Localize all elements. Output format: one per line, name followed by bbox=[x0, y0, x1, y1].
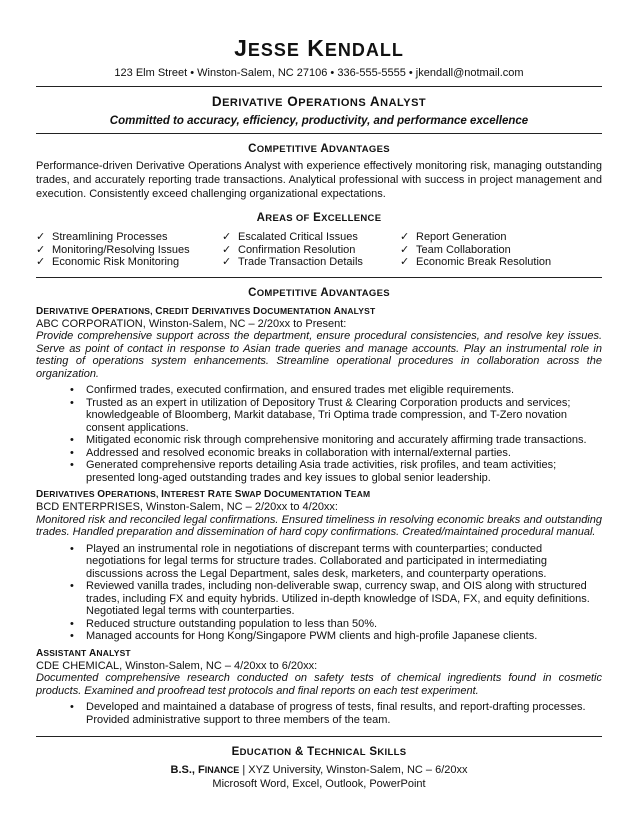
candidate-name: JESSE KENDALL bbox=[234, 35, 404, 61]
list-item: ✓ Escalated Critical Issues bbox=[222, 231, 358, 243]
list-item: • Mitigated economic risk through comprehensive monitoring and accurately affirming trade transactions. bbox=[70, 434, 587, 446]
list-item: • Managed accounts for Hong Kong/Singapore PWM clients and high-profile Japanese clients. bbox=[70, 630, 538, 642]
summary-paragraph: Performance-driven Derivative Operations Analyst with experience effectively monitoring risk, managing outstanding trades, and accurately reporting trade transactions. Analytical professional with success in project management and execution. Consistently exceed challenging organizational expectations. bbox=[36, 160, 602, 200]
company-line: CDE CHEMICAL, Winston-Salem, NC – 4/20xx to 6/20xx: bbox=[36, 659, 318, 672]
divider bbox=[36, 277, 602, 278]
list-item: ✓ Monitoring/Resolving Issues bbox=[36, 243, 190, 256]
divider bbox=[36, 86, 602, 87]
check-icon: ✓ bbox=[222, 256, 232, 268]
bullet-list bbox=[36, 701, 602, 726]
list-item: • Played an instrumental role in negotiations of discrepant terms with counterparties; conducted negotiations for legal terms for structure trades. Collaborated and participated in intermediating discussions across the Legal Department, sales desk, marketers, and counterparty operations. bbox=[70, 542, 548, 580]
list-item: ✓ Confirmation Resolution bbox=[222, 243, 356, 256]
list-item: • Developed and maintained a database of progress of tests, final results, and report-drafting processes. Provided administrative support to three members of the team. bbox=[70, 701, 586, 726]
check-icon: ✓ bbox=[36, 231, 46, 243]
section-heading-competitive-advantages: COMPETITIVE ADVANTAGES bbox=[248, 143, 390, 155]
tagline: Committed to accuracy, efficiency, productivity, and performance excellence bbox=[109, 115, 529, 127]
job-description: Documented comprehensive research conducted on safety tests of chemical ingredients found in cosmetic products. Examined and proofread test protocols and final reports on each test experiment. bbox=[36, 672, 602, 697]
list-item: ✓ Economic Risk Monitoring bbox=[36, 256, 180, 268]
check-icon: ✓ bbox=[36, 243, 46, 256]
company-line: BCD ENTERPRISES, Winston-Salem, NC – 2/20xx to 4/20xx: bbox=[36, 501, 338, 513]
check-icon: ✓ bbox=[36, 256, 46, 268]
job-description: Monitored risk and reconciled legal confirmations. Ensured timeliness in resolving economic breaks and outstanding trades. Handled preparation and dissemination of hard copy confirmations. Created/maintained procedural manual. bbox=[36, 513, 602, 538]
check-icon: ✓ bbox=[222, 231, 232, 243]
divider bbox=[36, 736, 602, 737]
job-heading: ASSISTANT ANALYST bbox=[36, 647, 131, 659]
excellence-grid bbox=[36, 231, 602, 269]
list-item: • Reduced structure outstanding population to less than 50%. bbox=[70, 617, 378, 630]
list-item: • Addressed and resolved economic breaks in collaboration with internal/external parties. bbox=[70, 446, 511, 459]
bullet-list bbox=[36, 384, 602, 484]
contact-line: 123 Elm Street • Winston-Salem, NC 27106 • 336-555-5555 • jkendall@notmail.com bbox=[114, 67, 524, 79]
list-item: ✓ Team Collaboration bbox=[400, 243, 511, 256]
list-item: ✓ Report Generation bbox=[400, 231, 507, 243]
section-heading-areas-of-excellence: AREAS OF EXCELLENCE bbox=[256, 212, 382, 224]
section-heading-experience: COMPETITIVE ADVANTAGES bbox=[248, 286, 390, 299]
list-item: • Reviewed vanilla trades, including non-deliverable swap, currency swap, and OIS along with structured trades, including FX and equity hybrids. Utilized in-depth knowledge of ISDA, FX, and equity definitions. Negotiated legal terms with counterparties. bbox=[70, 580, 590, 617]
job-heading: DERIVATIVES OPERATIONS, INTEREST RATE SWAP DOCUMENTATION TEAM bbox=[36, 489, 371, 500]
company-line: ABC CORPORATION, Winston-Salem, NC – 2/20xx to Present: bbox=[36, 317, 347, 330]
list-item: ✓ Streamlining Processes bbox=[36, 231, 168, 243]
list-item: • Trusted as an expert in utilization of Depository Trust & Clearing Corporation products and services; knowledgeable of Bloomberg, Markit database, Tri Optima trade compression, and T-Zero novation consent applications. bbox=[70, 396, 571, 434]
bullet-list bbox=[36, 543, 602, 643]
list-item: • Confirmed trades, executed confirmation, and ensured trades met eligible requirements. bbox=[70, 384, 515, 396]
resume-page bbox=[36, 34, 602, 791]
check-icon: ✓ bbox=[222, 243, 232, 256]
section-heading-education: EDUCATION & TECHNICAL SKILLS bbox=[231, 746, 407, 758]
job-title: DERIVATIVE OPERATIONS ANALYST bbox=[211, 94, 427, 109]
list-item: • Generated comprehensive reports detailing Asia trade activities, risk profiles, and team activities; presented long-aged outstanding trades and key issues to global senior leadership. bbox=[70, 459, 557, 484]
divider bbox=[36, 133, 602, 134]
job-description: Provide comprehensive support across the department, ensure procedural consistencies, and resolve key issues. Serve as point of contact in response to Asian trade queries and manage accounts. Play an instrumental role in testing of operations system enhancements. Streamline operational procedures in collaboration across the organization. bbox=[36, 330, 602, 380]
skills-line: Microsoft Word, Excel, Outlook, PowerPoint bbox=[212, 778, 426, 790]
list-item: ✓ Trade Transaction Details bbox=[222, 256, 363, 268]
check-icon: ✓ bbox=[400, 256, 410, 268]
check-icon: ✓ bbox=[400, 243, 410, 256]
degree-line: B.S., FINANCE | XYZ University, Winston-Salem, NC – 6/20xx bbox=[170, 764, 468, 776]
check-icon: ✓ bbox=[400, 231, 410, 243]
list-item: ✓ Economic Break Resolution bbox=[400, 256, 552, 268]
job-heading: DERIVATIVE OPERATIONS, CREDIT DERIVATIVES DOCUMENTATION ANALYST bbox=[36, 305, 376, 317]
degree: B.S., FINANCE bbox=[170, 764, 240, 776]
